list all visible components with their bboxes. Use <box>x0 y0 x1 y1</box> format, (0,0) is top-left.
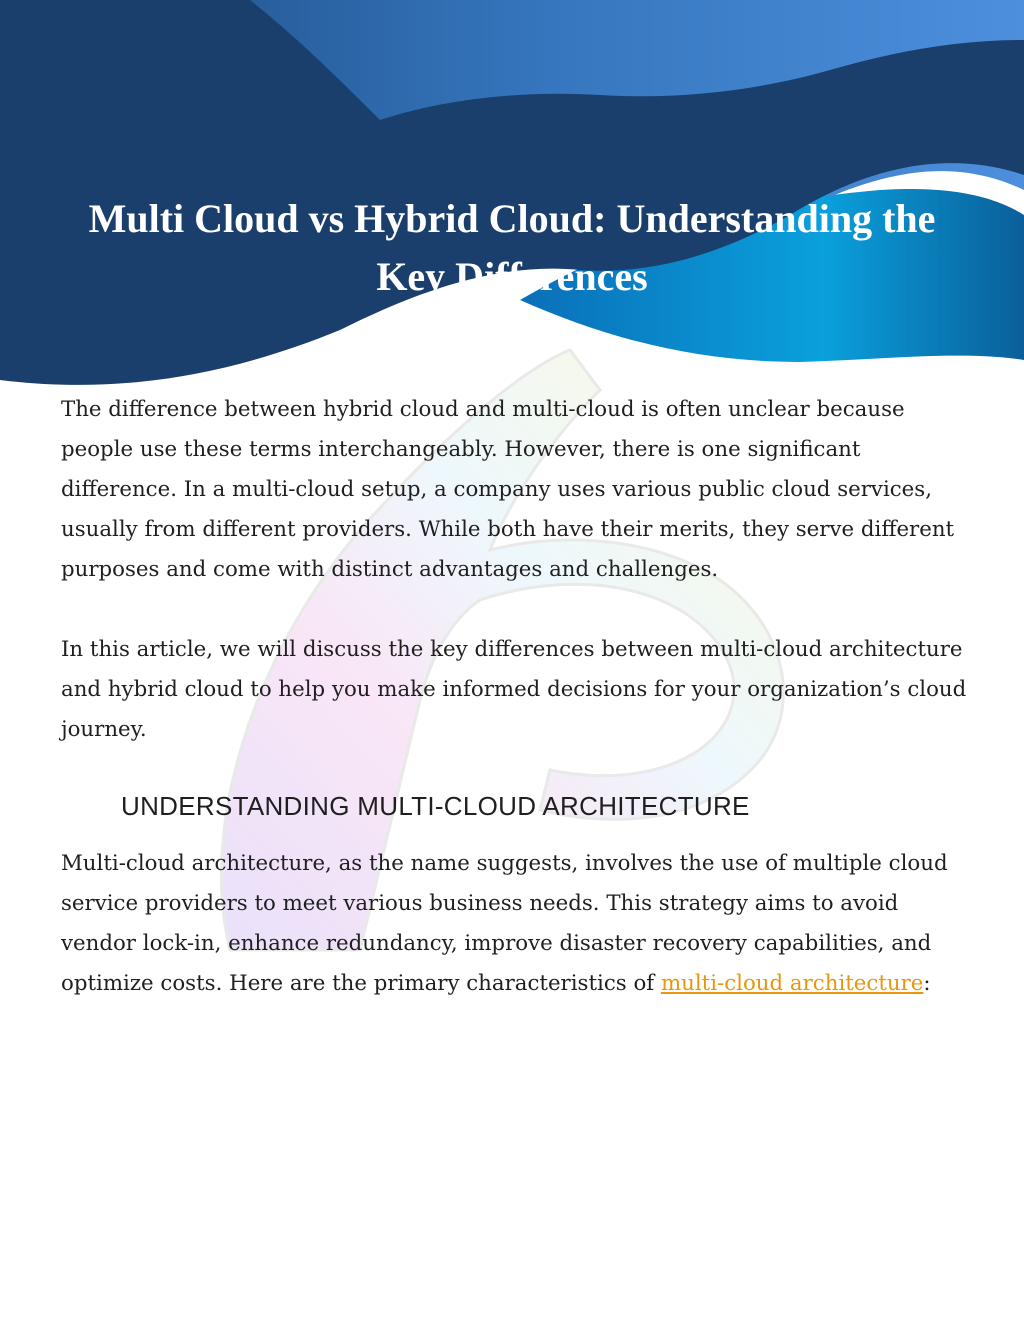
section-paragraph-end: : <box>923 971 931 996</box>
section-paragraph <box>61 844 971 1004</box>
intro-paragraph-2: In this article, we will discuss the key differences between multi-cloud architecture and hybrid cloud to help you make informed decisions for your organization’s cloud journey. <box>61 637 967 742</box>
intro-paragraph-1: The difference between hybrid cloud and multi-cloud is often unclear because people use these terms interchangeably. However, there is one significant difference. In a multi-cloud setup, a company uses various public cloud services, usually from different providers. While both have their merits, they serve different purposes and come with distinct advantages and challenges. <box>61 397 955 582</box>
multi-cloud-architecture-link[interactable]: multi-cloud architecture <box>660 971 924 996</box>
page-title: Multi Cloud vs Hybrid Cloud: Understanding the Key Differences <box>88 196 936 299</box>
section-paragraph-text: Multi-cloud architecture, as the name suggests, involves the use of multiple cloud service providers to meet various business needs. This strategy aims to avoid vendor lock-in, enhance redundancy, improve disaster recovery capabilities, and optimize costs. Here are the primary characteristics of <box>61 851 948 996</box>
section-heading: UNDERSTANDING MULTI-CLOUD ARCHITECTURE <box>121 791 750 821</box>
article-body <box>61 390 971 1044</box>
